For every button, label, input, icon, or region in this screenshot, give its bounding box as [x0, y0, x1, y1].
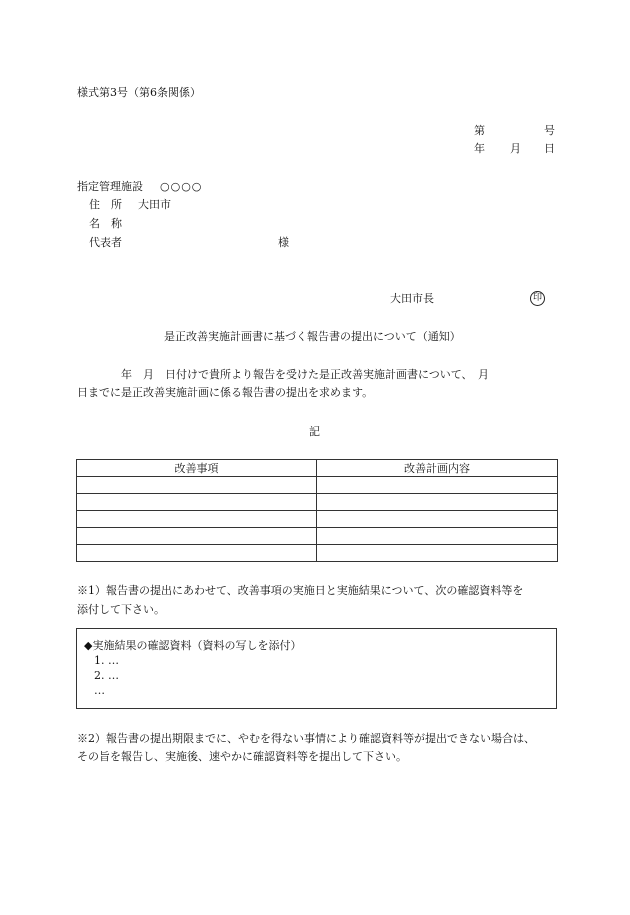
note-2-line-1: ※2）報告書の提出期限までに、やむを得ない事情により確認資料等が提出できない場合は、: [77, 732, 535, 745]
table-row: [77, 477, 558, 494]
doc-number-first: 第: [474, 124, 485, 137]
table-cell: [317, 477, 558, 494]
table-header-row: [77, 460, 558, 477]
address-label: 住 所: [89, 198, 122, 211]
table-cell: [317, 494, 558, 511]
table-header-plan: 改善計画内容: [317, 460, 558, 477]
table-row: [77, 528, 558, 545]
note-1-line-2: 添付して下さい。: [77, 603, 165, 616]
ki-label: 記: [309, 425, 320, 438]
doc-number-last: 号: [544, 124, 555, 137]
form-number: 様式第3号（第6条関係）: [77, 86, 201, 99]
table-cell: [317, 511, 558, 528]
note-2-line-2: その旨を報告し、実施後、速やかに確認資料等を提出して下さい。: [77, 750, 407, 763]
table-cell: [317, 528, 558, 545]
address-value: 大田市: [138, 198, 171, 211]
sender-title: 大田市長: [390, 292, 434, 305]
table-cell: [77, 494, 317, 511]
evidence-box: [76, 628, 557, 709]
representative-label: 代表者: [89, 236, 122, 249]
facility-label: 指定管理施設: [77, 180, 143, 193]
note-1-line-1: ※1）報告書の提出にあわせて、改善事項の実施日と実施結果について、次の確認資料等を: [77, 584, 524, 597]
date-year: 年: [474, 142, 485, 155]
table-cell: [317, 545, 558, 562]
evidence-item-1: 1. …: [94, 654, 119, 667]
facility-value: ○○○○: [160, 180, 203, 193]
honorific: 様: [278, 236, 289, 249]
name-label: 名 称: [89, 217, 122, 230]
evidence-item-2: 2. …: [94, 669, 119, 682]
date-day: 日: [544, 142, 555, 155]
table-cell: [77, 477, 317, 494]
table-cell: [77, 528, 317, 545]
body-line-2: 日までに是正改善実施計画に係る報告書の提出を求めます。: [77, 386, 374, 399]
table-row: [77, 494, 558, 511]
date-month: 月: [510, 142, 521, 155]
seal-icon: 印: [530, 291, 545, 306]
improvement-table: [76, 459, 558, 562]
table-row: [77, 511, 558, 528]
table-cell: [77, 511, 317, 528]
evidence-title: ◆実施結果の確認資料（資料の写しを添付）: [84, 639, 302, 652]
table-row: [77, 545, 558, 562]
table-header-items: 改善事項: [77, 460, 317, 477]
table-cell: [77, 545, 317, 562]
evidence-item-3: …: [94, 684, 105, 697]
document-title: 是正改善実施計画書に基づく報告書の提出について（通知）: [164, 330, 461, 343]
body-line-1: 年 月 日付けで貴所より報告を受けた是正改善実施計画書について、 月: [77, 368, 490, 381]
